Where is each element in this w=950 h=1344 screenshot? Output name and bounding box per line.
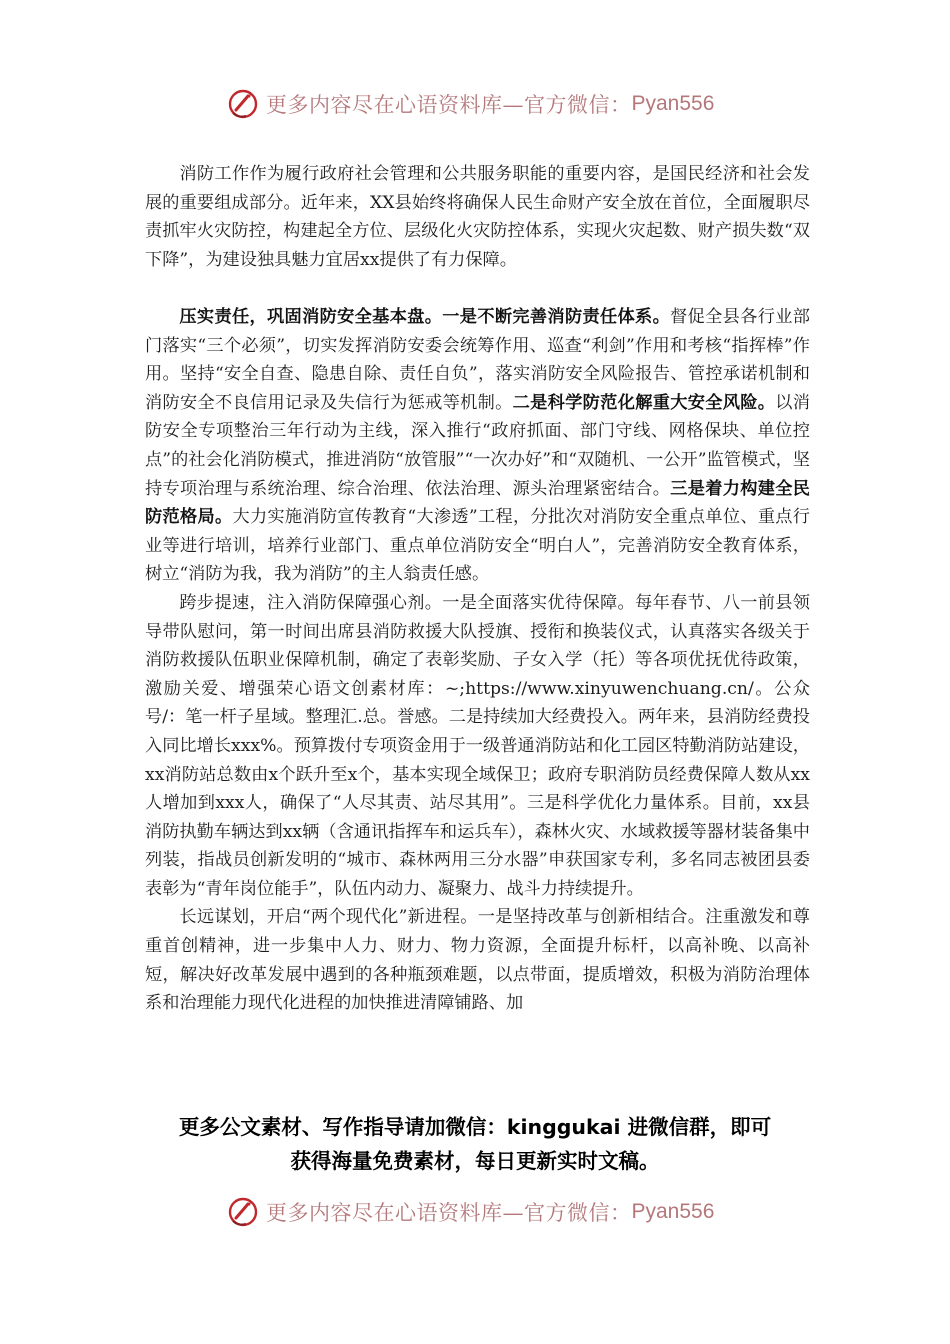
section-1-point-3-title: 三是着力构建全民防范格局。 [145,478,810,528]
section-1-point-2-title: 二是科学防范化解重大安全风险。 [512,392,776,413]
promo-line-2: 获得海量免费素材，每日更新实时文稿。 [290,1149,660,1173]
section-1-heading: 压实责任，巩固消防安全基本盘。 [179,307,443,327]
brand-logo-icon [226,1195,260,1229]
main-content [145,303,810,1018]
brand-logo-icon [226,87,260,121]
intro-paragraph: 消防工作作为履行政府社会管理和公共服务职能的重要内容，是国民经济和社会发展的重要组成部分。近年来，XX县始终将确保人民生命财产安全放在首位，全面履职尽责抓牢火灾防控，构建起全方位、层级化火灾防控体系，实现火灾起数、财产损失数“双下降”，为建设独具魅力宜居xx提供了有力保障。 [145,164,810,270]
section-3-paragraph: 长远谋划，开启“两个现代化”新进程。一是坚持改革与创新相结合。注重激发和尊重首创精神，进一步集中人力、财力、物力资源，全面提升标杆，以高补晚、以高补短，解决好改革发展中遇到的各种瓶颈难题，以点带面，提质增效，积极为消防治理体系和治理能力现代化进程的加快推进清障铺路、加 [145,907,810,1014]
promo-line-1: 更多公文素材、写作指导请加微信：kinggukai 进微信群，即可 [178,1115,772,1139]
promo-notice [100,1110,850,1178]
section-1-point-1-title: 一是不断完善消防责任体系。 [442,307,671,327]
section-1-paragraph [145,303,810,589]
header-banner-wechat-id: Pyan556 [631,92,715,115]
header-banner-text: 更多内容尽在心语资料库—官方微信： [266,93,632,117]
footer-banner [226,1192,746,1232]
footer-banner-text: 更多内容尽在心语资料库—官方微信： [266,1201,632,1225]
footer-banner-wechat-id: Pyan556 [631,1200,715,1223]
section-1-point-2-text: 以消防安全专项整治三年行动为主线，深入推行“政府抓面、部门守线、网格保块、单位控点”的社会化消防模式，推进消防“放管服”“一次办好”和“双随机、一公开”监管模式，坚持专项治理与系统治理、综合治理、依法治理、源头治理紧密结合。 [145,392,810,499]
intro-paragraph-block [145,160,810,274]
section-1-point-3-text: 大力实施消防宣传教育“大渗透”工程，分批次对消防安全重点单位、重点行业等进行培训，培养行业部门、重点单位消防安全“明白人”，完善消防安全教育体系，树立“消防为我，我为消防”的主人翁责任感。 [145,507,810,585]
section-1-point-1-text: 督促全县各行业部门落实“三个必须”，切实发挥消防安委会统筹作用、巡查“利剑”作用和考核“指挥棒”作用。坚持“安全自查、隐患自除、责任自负”，落实消防安全风险报告、管控承诺机制和消防安全不良信用记录及失信行为惩戒等机制。 [145,307,810,413]
header-banner [226,84,746,124]
section-2-paragraph: 跨步提速，注入消防保障强心剂。一是全面落实优待保障。每年春节、八一前县领导带队慰问，第一时间出席县消防救援大队授旗、授衔和换装仪式，认真落实各级关于消防救援队伍职业保障机制，确定了表彰奖励、子女入学（托）等各项优抚优待政策，激励关爱、增强荣心语文创素材库：~;https://www.xinyuwenchuang.cn/。公众号/：笔一杆子星域。整理汇.总。誉感。二是持续加大经费投入。两年来，县消防经费投入同比增长xxx%。预算拨付专项资金用于一级普通消防站和化工园区特勤消防站建设，xx消防站总数由x个跃升至x个，基本实现全域保卫；政府专职消防员经费保障人数从xx人增加到xxx人，确保了“人尽其责、站尽其用”。三是科学优化力量体系。目前，xx县消防执勤车辆达到xx辆（含通讯指挥车和运兵车），森林火灾、水域救援等器材装备集中列装，指战员创新发明的“城市、森林两用三分水器”申获国家专利，多名同志被团县委表彰为“青年岗位能手”，队伍内动力、凝聚力、战斗力持续提升。 [145,592,810,899]
